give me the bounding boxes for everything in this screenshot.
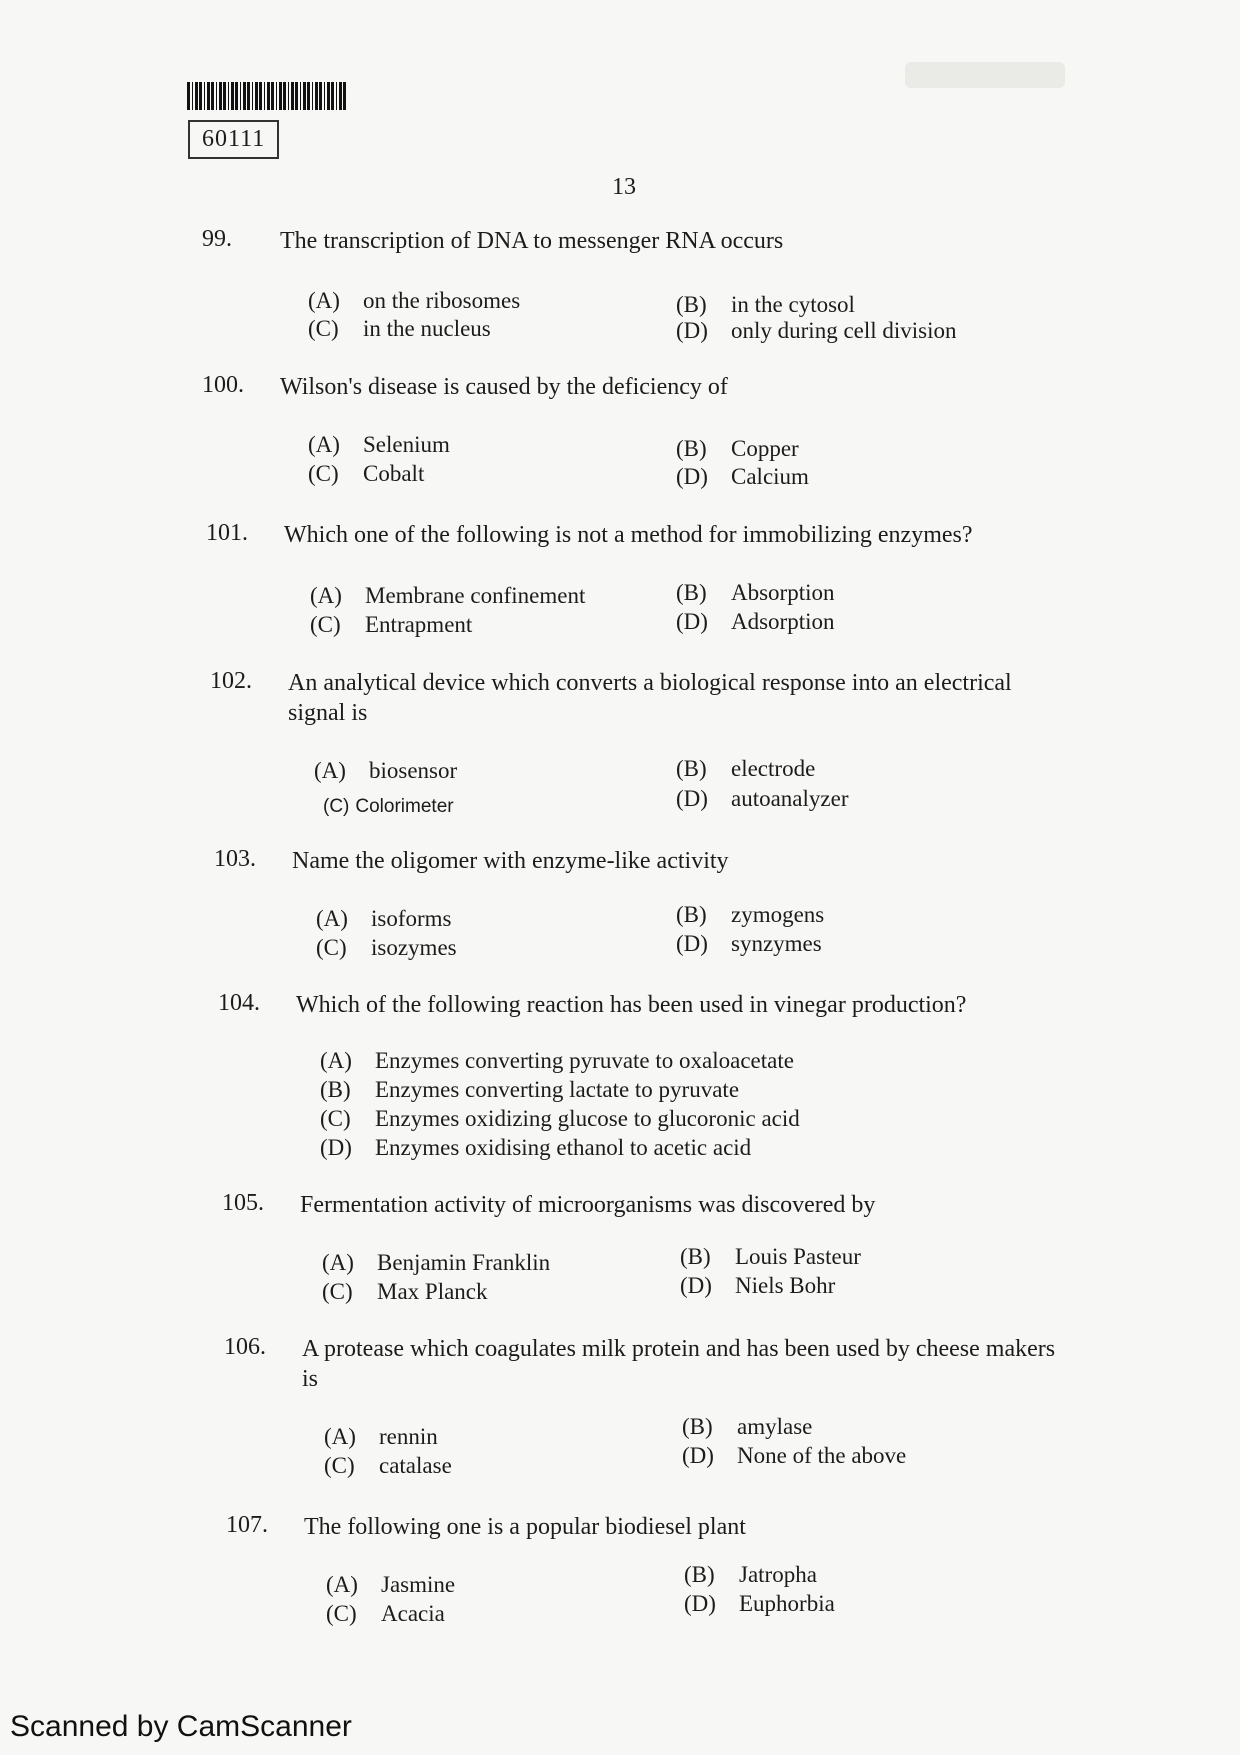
option-d: (D) autoanalyzer xyxy=(676,786,849,811)
option-a: (A) Jasmine xyxy=(326,1572,456,1597)
question-number: 101. xyxy=(206,520,248,546)
option-d: (D) Niels Bohr xyxy=(680,1273,836,1298)
question-number: 107. xyxy=(226,1512,268,1538)
option-b: (B) zymogens xyxy=(676,902,825,927)
question-text: An analytical device which converts a biological response into an electrical signal is xyxy=(288,670,1012,726)
option-c: (C) isozymes xyxy=(316,935,457,960)
page-number: 13 xyxy=(612,174,636,200)
paper-code: 60111 xyxy=(188,120,279,159)
barcode xyxy=(187,82,347,110)
option-a: (A) rennin xyxy=(324,1424,438,1449)
question-number: 99. xyxy=(202,226,232,252)
question-text: Which of the following reaction has been used in vinegar production? xyxy=(296,992,967,1018)
scanner-watermark: Scanned by CamScanner xyxy=(10,1710,352,1743)
option-d: (D) only during cell division xyxy=(676,318,957,343)
scan-smudge xyxy=(905,62,1065,88)
option-d: (D) synzymes xyxy=(676,931,822,956)
option-b: (B) Enzymes converting lactate to pyruvate xyxy=(320,1077,740,1102)
option-a: (A) on the ribosomes xyxy=(308,288,521,313)
question-number: 100. xyxy=(202,372,244,398)
option-c: (C) Enzymes oxidizing glucose to glucoronic acid xyxy=(320,1106,800,1131)
option-c: (C) catalase xyxy=(324,1453,452,1478)
option-a: (A) isoforms xyxy=(316,906,452,931)
option-d: (D) Enzymes oxidising ethanol to acetic acid xyxy=(320,1135,752,1160)
option-b: (B) in the cytosol xyxy=(676,292,855,317)
option-c: (C) Acacia xyxy=(326,1601,445,1626)
question-text: A protease which coagulates milk protein and has been used by cheese makers is xyxy=(302,1336,1056,1392)
option-b: (B) Copper xyxy=(676,436,799,461)
option-b: (B) amylase xyxy=(682,1414,813,1439)
option-c: (C) Entrapment xyxy=(310,612,473,637)
option-d: (D) Euphorbia xyxy=(684,1591,835,1616)
option-a: (A) Benjamin Franklin xyxy=(322,1250,551,1275)
question-number: 104. xyxy=(218,990,260,1016)
question-text: Wilson's disease is caused by the deficiency of xyxy=(280,374,728,400)
question-text: Name the oligomer with enzyme-like activity xyxy=(292,848,729,874)
option-a: (A) Membrane confinement xyxy=(310,583,586,608)
question-text: The following one is a popular biodiesel plant xyxy=(304,1514,746,1540)
option-b: (B) electrode xyxy=(676,756,816,781)
option-d: (D) Calcium xyxy=(676,464,809,489)
option-d: (D) Adsorption xyxy=(676,609,835,634)
question-number: 105. xyxy=(222,1190,264,1216)
option-c: (C) Colorimeter xyxy=(323,796,454,817)
question-text: The transcription of DNA to messenger RNA occurs xyxy=(280,228,784,254)
question-number: 106. xyxy=(224,1334,266,1360)
question-number: 102. xyxy=(210,668,252,694)
question-text: Which one of the following is not a method for immobilizing enzymes? xyxy=(284,522,973,548)
option-a: (A) Enzymes converting pyruvate to oxaloacetate xyxy=(320,1048,794,1073)
option-c: (C) Max Planck xyxy=(322,1279,488,1304)
option-b: (B) Louis Pasteur xyxy=(680,1244,861,1269)
option-b: (B) Jatropha xyxy=(684,1562,817,1587)
option-c: (C) Cobalt xyxy=(308,461,425,486)
question-text: Fermentation activity of microorganisms was discovered by xyxy=(300,1192,876,1218)
option-b: (B) Absorption xyxy=(676,580,835,605)
option-d: (D) None of the above xyxy=(682,1443,907,1468)
option-a: (A) Selenium xyxy=(308,432,450,457)
option-a: (A) biosensor xyxy=(314,758,458,783)
question-number: 103. xyxy=(214,846,256,872)
option-c: (C) in the nucleus xyxy=(308,316,491,341)
